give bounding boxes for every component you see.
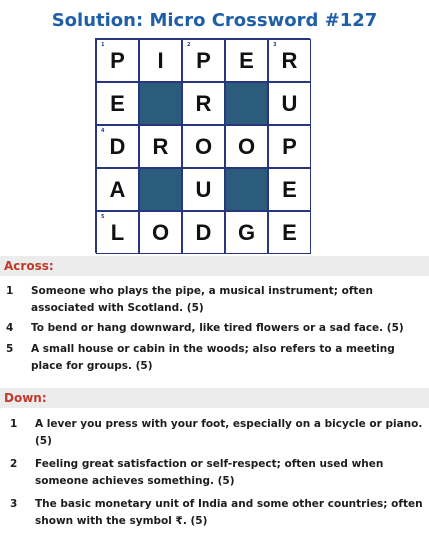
cell-letter: E xyxy=(110,90,125,116)
cell-letter: P xyxy=(196,47,211,73)
letter-cell[interactable] xyxy=(268,125,311,168)
letter-cell[interactable] xyxy=(96,211,139,254)
cell-letter: A xyxy=(109,176,126,202)
crossword-grid xyxy=(95,38,310,253)
letter-cell[interactable] xyxy=(182,82,225,125)
letter-cell[interactable] xyxy=(268,82,311,125)
across-heading: Across: xyxy=(0,256,429,276)
blocked-cell xyxy=(225,168,268,211)
down-heading: Down: xyxy=(0,388,429,408)
clue-number: 3 xyxy=(10,498,18,510)
letter-cell[interactable] xyxy=(139,125,182,168)
letter-cell[interactable] xyxy=(96,82,139,125)
letter-cell[interactable] xyxy=(182,211,225,254)
letter-cell[interactable] xyxy=(225,39,268,82)
letter-cell[interactable] xyxy=(182,168,225,211)
cell-letter: O xyxy=(237,133,256,159)
clue-number-label: 2 xyxy=(187,42,191,48)
letter-cell[interactable] xyxy=(182,125,225,168)
cell-letter: O xyxy=(151,219,170,245)
cell-letter: D xyxy=(195,219,212,245)
letter-cell[interactable] xyxy=(268,168,311,211)
clue-number-label: 1 xyxy=(101,42,105,48)
letter-cell[interactable] xyxy=(225,125,268,168)
clue-number: 1 xyxy=(6,285,14,297)
clue-text: The basic monetary unit of India and some other countries; often shown with the symbol ₹. (5) xyxy=(35,498,423,527)
cell-letter: R xyxy=(152,133,169,159)
clue-text: Someone who plays the pipe, a musical instrument; often associated with Scotland. (5) xyxy=(31,285,374,314)
clue-text: A lever you press with your foot, especially on a bicycle or piano. (5) xyxy=(35,418,423,447)
letter-cell[interactable] xyxy=(139,39,182,82)
cell-letter: D xyxy=(109,133,126,159)
letter-cell[interactable] xyxy=(139,211,182,254)
cell-letter: L xyxy=(110,219,125,245)
cell-letter: U xyxy=(281,90,298,116)
blocked-cell xyxy=(225,82,268,125)
letter-cell[interactable] xyxy=(268,211,311,254)
clue-number: 5 xyxy=(6,343,14,355)
cell-letter: I xyxy=(157,47,164,73)
cell-letter: E xyxy=(282,219,297,245)
cell-letter: O xyxy=(194,133,213,159)
cell-letter: U xyxy=(195,176,212,202)
clue-text: Feeling great satisfaction or self-respect; often used when someone achieves something. (5) xyxy=(35,458,384,487)
clue-number: 2 xyxy=(10,458,18,470)
letter-cell[interactable] xyxy=(182,39,225,82)
cell-letter: P xyxy=(282,133,297,159)
cell-letter: E xyxy=(239,47,254,73)
letter-cell[interactable] xyxy=(268,39,311,82)
cell-letter: R xyxy=(195,90,212,116)
letter-cell[interactable] xyxy=(96,168,139,211)
clue-number-label: 3 xyxy=(273,42,277,48)
clue-number-label: 4 xyxy=(101,128,105,134)
cell-letter: G xyxy=(237,219,256,245)
clue-number-label: 5 xyxy=(101,214,105,220)
clue-number: 1 xyxy=(10,418,18,430)
clue-number: 4 xyxy=(6,322,14,334)
blocked-cell xyxy=(139,168,182,211)
letter-cell[interactable] xyxy=(225,211,268,254)
letter-cell[interactable] xyxy=(96,39,139,82)
clue-text: A small house or cabin in the woods; also refers to a meeting place for groups. (5) xyxy=(31,343,395,372)
cell-letter: P xyxy=(110,47,125,73)
cell-letter: E xyxy=(282,176,297,202)
clue-text: To bend or hang downward, like tired flowers or a sad face. (5) xyxy=(31,322,404,334)
blocked-cell xyxy=(139,82,182,125)
letter-cell[interactable] xyxy=(96,125,139,168)
cell-letter: R xyxy=(281,47,298,73)
page-title: Solution: Micro Crossword #127 xyxy=(51,10,378,31)
